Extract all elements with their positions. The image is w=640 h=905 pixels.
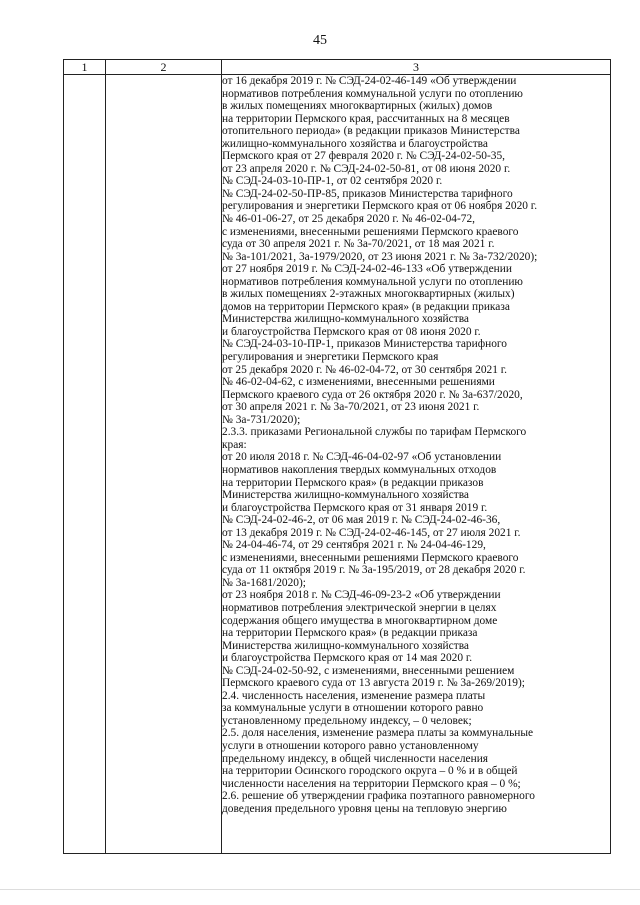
text-line: за коммунальные услуги в отношении которого равно	[222, 702, 484, 715]
text-line: № СЭД-24-02-50-92, с изменениями, внесенными решением	[222, 664, 515, 677]
text-line: 2.5. доля населения, изменение размера платы за коммунальные	[222, 727, 534, 740]
text-line: и благоустройства Пермского края от 14 мая 2020 г.	[222, 652, 473, 665]
text-line: услуги в отношении которого равно установленному	[222, 739, 479, 752]
column-1-cell	[64, 75, 106, 854]
text-line: на территории Пермского края» (в редакции приказа	[222, 627, 478, 640]
text-line: Министерства жилищно-коммунального хозяйства	[222, 313, 469, 326]
text-line: жилищно-коммунального хозяйства и благоустройства	[222, 137, 488, 150]
text-line: от 16 декабря 2019 г. № СЭД-24-02-46-149 «Об утверждении	[222, 75, 517, 87]
text-line: отопительного периода» (в редакции приказов Министерства	[222, 125, 520, 138]
text-line: на территории Осинского городского округа – 0 % и в общей	[222, 765, 518, 778]
text-line: суда от 30 апреля 2021 г. № 3а-70/2021, от 18 мая 2021 г.	[222, 238, 495, 251]
text-line: нормативов потребления коммунальной услуги по отоплению	[222, 87, 523, 100]
text-line: Пермского края от 27 февраля 2020 г. № СЭД-24-02-50-35,	[222, 150, 506, 163]
text-line: № СЭД-24-03-10-ПР-1, приказов Министерства тарифного	[222, 338, 507, 351]
text-line: с изменениями, внесенными решениями Пермского краевого	[222, 551, 519, 564]
text-line: № СЭД-24-02-46-2, от 06 мая 2019 г. № СЭД-24-02-46-36,	[222, 514, 501, 527]
text-line: нормативов потребления электрической энергии в целях	[222, 601, 497, 614]
text-line: нормативов потребления коммунальной услуги по отоплению	[222, 275, 523, 288]
text-line: и благоустройства Пермского края от 08 июня 2020 г.	[222, 325, 481, 338]
text-line: установленному предельному индексу, – 0 человек;	[222, 714, 472, 727]
page-bottom-edge	[0, 889, 640, 890]
column-header-2: 2	[106, 60, 222, 75]
text-line: № 3а-731/2020);	[222, 413, 301, 426]
text-line: от 27 ноября 2019 г. № СЭД-24-02-46-133 «Об утверждении	[222, 263, 512, 276]
column-2-cell	[106, 75, 222, 854]
text-line: от 13 декабря 2019 г. № СЭД-24-02-46-145, от 27 июля 2021 г.	[222, 526, 521, 539]
text-line: № 24-04-46-74, от 29 сентября 2021 г. № 24-04-46-129,	[222, 539, 486, 552]
text-line: № СЭД-24-02-50-ПР-85, приказов Министерства тарифного	[222, 187, 513, 200]
text-line: от 20 июля 2018 г. № СЭД-46-04-02-97 «Об установлении	[222, 451, 502, 464]
text-line: Пермского краевого суда от 13 августа 2019 г. № 3а-269/2019);	[222, 677, 525, 690]
table-row	[64, 75, 611, 854]
text-line: нормативов накопления твердых коммунальных отходов	[222, 463, 497, 476]
table-header-row	[64, 60, 611, 75]
text-line: от 30 апреля 2021 г. № 3а-70/2021, от 23 июня 2021 г.	[222, 401, 480, 414]
text-lines	[222, 75, 610, 815]
text-line: в жилых помещениях многоквартирных (жилых) домов	[222, 100, 493, 113]
text-line: предельному индексу, в общей численности населения	[222, 752, 489, 765]
text-line: Министерства жилищно-коммунального хозяйства	[222, 489, 469, 502]
text-line: регулирования и энергетики Пермского края от 06 ноября 2020 г.	[222, 200, 538, 213]
text-line: от 25 декабря 2020 г. № 46-02-04-72, от 30 сентября 2021 г.	[222, 363, 507, 376]
document-table	[63, 59, 611, 854]
text-line: края:	[222, 438, 247, 451]
text-line: от 23 апреля 2020 г. № СЭД-24-02-50-81, от 08 июня 2020 г.	[222, 162, 511, 175]
text-line: на территории Пермского края, рассчитанных на 8 месяцев	[222, 112, 510, 125]
text-line: 2.4. численность населения, изменение размера платы	[222, 689, 486, 702]
text-line: № 3а-1681/2020);	[222, 576, 306, 589]
text-line: № 46-01-06-27, от 25 декабря 2020 г. № 46-02-04-72,	[222, 213, 476, 226]
text-line: 2.3.3. приказами Региональной службы по тарифам Пермского	[222, 426, 527, 439]
text-line: регулирования и энергетики Пермского края	[222, 351, 439, 364]
text-line: домов на территории Пермского края» (в редакции приказа	[222, 300, 510, 313]
page-number: 45	[313, 33, 327, 48]
text-line: от 23 ноября 2018 г. № СЭД-46-09-23-2 «Об утверждении	[222, 589, 501, 602]
text-line: № 46-02-04-62, с изменениями, внесенными решениями	[222, 376, 495, 389]
text-line: на территории Пермского края» (в редакции приказов	[222, 476, 484, 489]
column-header-1: 1	[64, 60, 106, 75]
text-line: Пермского краевого суда от 26 октября 2020 г. № 3а-637/2020,	[222, 388, 523, 401]
text-line: с изменениями, внесенными решениями Пермского краевого	[222, 225, 519, 238]
text-line: доведения предельного уровня цены на тепловую энергию	[222, 802, 507, 815]
column-3-text	[222, 75, 611, 854]
text-line: суда от 11 октября 2019 г. № 3а-195/2019, от 28 декабря 2020 г.	[222, 564, 526, 577]
text-line: и благоустройства Пермского края от 31 января 2019 г.	[222, 501, 488, 514]
column-header-3: 3	[222, 60, 611, 75]
text-line: 2.6. решение об утверждении графика поэтапного равномерного	[222, 790, 535, 803]
text-line: № 3а-101/2021, 3а-1979/2020, от 23 июня 2021 г. № 3а-732/2020);	[222, 250, 538, 263]
text-line: численности населения на территории Пермского края – 0 %;	[222, 777, 521, 790]
text-line: № СЭД-24-03-10-ПР-1, от 02 сентября 2020 г.	[222, 175, 443, 188]
text-line: Министерства жилищно-коммунального хозяйства	[222, 639, 469, 652]
text-line: в жилых помещениях 2-этажных многоквартирных (жилых)	[222, 288, 515, 301]
text-line: содержания общего имущества в многоквартирном доме	[222, 614, 498, 627]
